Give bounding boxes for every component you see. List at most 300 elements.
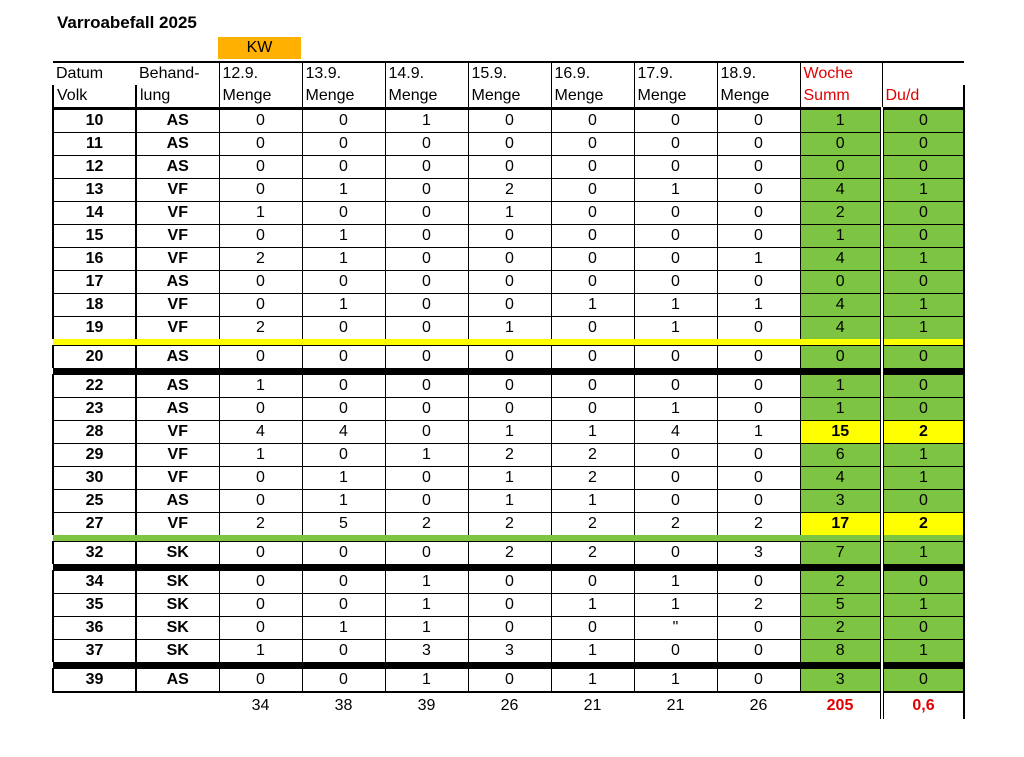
daily-avg-cell: 0 bbox=[882, 490, 964, 513]
treatment-cell: VF bbox=[136, 179, 219, 202]
count-cell: 0 bbox=[717, 317, 800, 340]
count-cell: 0 bbox=[634, 202, 717, 225]
treatment-cell: VF bbox=[136, 225, 219, 248]
count-cell: 0 bbox=[717, 640, 800, 663]
count-cell: 1 bbox=[385, 617, 468, 640]
daily-avg-cell: 0 bbox=[882, 156, 964, 179]
count-cell: 0 bbox=[302, 317, 385, 340]
count-cell: 0 bbox=[219, 109, 302, 133]
count-cell: 2 bbox=[551, 542, 634, 565]
volk-cell: 14 bbox=[53, 202, 136, 225]
week-sum-cell: 3 bbox=[800, 669, 882, 693]
table-row bbox=[53, 513, 964, 536]
week-sum-cell: 1 bbox=[800, 398, 882, 421]
week-sum-cell: 1 bbox=[800, 109, 882, 133]
count-cell: 0 bbox=[634, 225, 717, 248]
count-cell: 0 bbox=[385, 202, 468, 225]
count-cell: 2 bbox=[219, 248, 302, 271]
count-cell: 1 bbox=[717, 248, 800, 271]
daily-avg-cell: 0 bbox=[882, 669, 964, 693]
count-cell: 0 bbox=[634, 542, 717, 565]
total-cell: 26 bbox=[717, 692, 800, 719]
header-menge: Menge bbox=[468, 85, 551, 109]
treatment-cell: AS bbox=[136, 375, 219, 398]
count-cell: 0 bbox=[717, 467, 800, 490]
count-cell: 1 bbox=[551, 421, 634, 444]
count-cell: 1 bbox=[219, 375, 302, 398]
count-cell: 0 bbox=[551, 317, 634, 340]
count-cell: 1 bbox=[551, 640, 634, 663]
count-cell: 0 bbox=[302, 133, 385, 156]
count-cell: 0 bbox=[219, 156, 302, 179]
header-dud: Du/d bbox=[882, 85, 964, 109]
count-cell: 0 bbox=[468, 133, 551, 156]
count-cell: 0 bbox=[468, 346, 551, 369]
count-cell: 0 bbox=[551, 225, 634, 248]
count-cell: 1 bbox=[302, 490, 385, 513]
table-row bbox=[53, 542, 964, 565]
totals-empty bbox=[53, 692, 136, 719]
treatment-cell: AS bbox=[136, 398, 219, 421]
total-cell: 26 bbox=[468, 692, 551, 719]
week-sum-cell: 0 bbox=[800, 133, 882, 156]
count-cell: 1 bbox=[302, 617, 385, 640]
count-cell: 0 bbox=[717, 109, 800, 133]
header-menge: Menge bbox=[385, 85, 468, 109]
count-cell: 1 bbox=[634, 669, 717, 693]
count-cell: 2 bbox=[717, 594, 800, 617]
count-cell: 0 bbox=[468, 617, 551, 640]
week-sum-cell: 1 bbox=[800, 225, 882, 248]
volk-cell: 11 bbox=[53, 133, 136, 156]
treatment-cell: VF bbox=[136, 513, 219, 536]
count-cell: 2 bbox=[468, 542, 551, 565]
count-cell: 0 bbox=[717, 398, 800, 421]
table-row bbox=[53, 375, 964, 398]
volk-cell: 30 bbox=[53, 467, 136, 490]
count-cell: 0 bbox=[634, 109, 717, 133]
header-lung: lung bbox=[136, 85, 219, 109]
header-date: 16.9. bbox=[551, 62, 634, 85]
total-dud: 0,6 bbox=[882, 692, 964, 719]
week-sum-cell: 2 bbox=[800, 571, 882, 594]
header-menge: Menge bbox=[551, 85, 634, 109]
count-cell: 0 bbox=[551, 133, 634, 156]
count-cell: 1 bbox=[302, 225, 385, 248]
daily-avg-cell: 1 bbox=[882, 542, 964, 565]
count-cell: 0 bbox=[219, 542, 302, 565]
count-cell: 0 bbox=[219, 179, 302, 202]
treatment-cell: AS bbox=[136, 490, 219, 513]
daily-avg-cell: 0 bbox=[882, 346, 964, 369]
table-row bbox=[53, 271, 964, 294]
table-row bbox=[53, 109, 964, 133]
daily-avg-cell: 1 bbox=[882, 248, 964, 271]
volk-cell: 34 bbox=[53, 571, 136, 594]
table-row bbox=[53, 617, 964, 640]
count-cell: 1 bbox=[551, 594, 634, 617]
treatment-cell: VF bbox=[136, 444, 219, 467]
treatment-cell: SK bbox=[136, 640, 219, 663]
daily-avg-cell: 1 bbox=[882, 294, 964, 317]
treatment-cell: SK bbox=[136, 571, 219, 594]
daily-avg-cell: 0 bbox=[882, 398, 964, 421]
count-cell: 2 bbox=[551, 467, 634, 490]
count-cell: 0 bbox=[717, 346, 800, 369]
volk-cell: 15 bbox=[53, 225, 136, 248]
daily-avg-cell: 1 bbox=[882, 467, 964, 490]
count-cell: 0 bbox=[385, 375, 468, 398]
count-cell: 1 bbox=[551, 294, 634, 317]
week-sum-cell: 4 bbox=[800, 248, 882, 271]
treatment-cell: VF bbox=[136, 202, 219, 225]
header-row-labels bbox=[53, 85, 964, 109]
count-cell: 0 bbox=[468, 248, 551, 271]
header-menge: Menge bbox=[717, 85, 800, 109]
daily-avg-cell: 0 bbox=[882, 133, 964, 156]
count-cell: 1 bbox=[634, 594, 717, 617]
volk-cell: 37 bbox=[53, 640, 136, 663]
count-cell: 5 bbox=[302, 513, 385, 536]
count-cell: 0 bbox=[634, 444, 717, 467]
count-cell: 0 bbox=[717, 271, 800, 294]
table-row bbox=[53, 398, 964, 421]
count-cell: 4 bbox=[634, 421, 717, 444]
count-cell: 1 bbox=[468, 467, 551, 490]
count-cell: 0 bbox=[385, 421, 468, 444]
treatment-cell: SK bbox=[136, 542, 219, 565]
kw-label: KW bbox=[218, 37, 301, 59]
count-cell: 0 bbox=[468, 294, 551, 317]
volk-cell: 22 bbox=[53, 375, 136, 398]
week-sum-cell: 1 bbox=[800, 375, 882, 398]
count-cell: 1 bbox=[385, 109, 468, 133]
count-cell: 0 bbox=[468, 225, 551, 248]
week-sum-cell: 7 bbox=[800, 542, 882, 565]
treatment-cell: VF bbox=[136, 421, 219, 444]
week-sum-cell: 8 bbox=[800, 640, 882, 663]
daily-avg-cell: 0 bbox=[882, 109, 964, 133]
count-cell: 2 bbox=[551, 444, 634, 467]
volk-cell: 19 bbox=[53, 317, 136, 340]
count-cell: 0 bbox=[551, 375, 634, 398]
treatment-cell: VF bbox=[136, 467, 219, 490]
count-cell: 0 bbox=[219, 294, 302, 317]
header-menge: Menge bbox=[302, 85, 385, 109]
count-cell: 0 bbox=[219, 594, 302, 617]
count-cell: 0 bbox=[634, 133, 717, 156]
volk-cell: 18 bbox=[53, 294, 136, 317]
treatment-cell: AS bbox=[136, 271, 219, 294]
count-cell: 0 bbox=[302, 669, 385, 693]
header-date: 13.9. bbox=[302, 62, 385, 85]
total-cell: 21 bbox=[551, 692, 634, 719]
count-cell: 0 bbox=[385, 294, 468, 317]
daily-avg-cell: 1 bbox=[882, 444, 964, 467]
count-cell: 4 bbox=[219, 421, 302, 444]
volk-cell: 35 bbox=[53, 594, 136, 617]
count-cell: 0 bbox=[385, 248, 468, 271]
count-cell: 0 bbox=[219, 490, 302, 513]
count-cell: 0 bbox=[551, 179, 634, 202]
table-row bbox=[53, 640, 964, 663]
table-row bbox=[53, 294, 964, 317]
week-sum-cell: 15 bbox=[800, 421, 882, 444]
daily-avg-cell: 0 bbox=[882, 617, 964, 640]
count-cell: 1 bbox=[468, 202, 551, 225]
count-cell: 1 bbox=[551, 490, 634, 513]
total-cell: 39 bbox=[385, 692, 468, 719]
count-cell: 0 bbox=[302, 109, 385, 133]
week-sum-cell: 4 bbox=[800, 294, 882, 317]
count-cell: 1 bbox=[219, 640, 302, 663]
count-cell: 0 bbox=[302, 346, 385, 369]
count-cell: 1 bbox=[468, 490, 551, 513]
count-cell: 3 bbox=[468, 640, 551, 663]
count-cell: 1 bbox=[634, 317, 717, 340]
header-row-dates bbox=[53, 62, 964, 85]
totals-row bbox=[53, 692, 964, 719]
table-row bbox=[53, 225, 964, 248]
count-cell: 0 bbox=[551, 571, 634, 594]
count-cell: 0 bbox=[219, 669, 302, 693]
count-cell: 0 bbox=[551, 346, 634, 369]
count-cell: 0 bbox=[468, 669, 551, 693]
count-cell: 1 bbox=[385, 444, 468, 467]
week-sum-cell: 3 bbox=[800, 490, 882, 513]
total-cell: 38 bbox=[302, 692, 385, 719]
count-cell: 1 bbox=[219, 202, 302, 225]
count-cell: 0 bbox=[717, 375, 800, 398]
count-cell: 1 bbox=[385, 669, 468, 693]
table-row bbox=[53, 594, 964, 617]
week-sum-cell: 6 bbox=[800, 444, 882, 467]
daily-avg-cell: 0 bbox=[882, 571, 964, 594]
count-cell: 0 bbox=[634, 156, 717, 179]
count-cell: 1 bbox=[302, 179, 385, 202]
count-cell: 0 bbox=[551, 202, 634, 225]
week-sum-cell: 2 bbox=[800, 617, 882, 640]
count-cell: 0 bbox=[551, 398, 634, 421]
treatment-cell: VF bbox=[136, 248, 219, 271]
table-row bbox=[53, 421, 964, 444]
count-cell: 0 bbox=[717, 571, 800, 594]
count-cell: 3 bbox=[717, 542, 800, 565]
count-cell: 0 bbox=[385, 542, 468, 565]
total-cell: 21 bbox=[634, 692, 717, 719]
count-cell: 2 bbox=[219, 317, 302, 340]
table-row bbox=[53, 444, 964, 467]
count-cell: 0 bbox=[717, 156, 800, 179]
daily-avg-cell: 2 bbox=[882, 421, 964, 444]
header-date: 15.9. bbox=[468, 62, 551, 85]
treatment-cell: SK bbox=[136, 617, 219, 640]
count-cell: 0 bbox=[385, 346, 468, 369]
header-date: 18.9. bbox=[717, 62, 800, 85]
header-behand: Behand- bbox=[136, 62, 219, 85]
count-cell: 0 bbox=[219, 398, 302, 421]
count-cell: 0 bbox=[219, 617, 302, 640]
count-cell: 0 bbox=[717, 669, 800, 693]
table-row bbox=[53, 346, 964, 369]
table-row bbox=[53, 179, 964, 202]
daily-avg-cell: 1 bbox=[882, 317, 964, 340]
count-cell: 4 bbox=[302, 421, 385, 444]
treatment-cell: VF bbox=[136, 317, 219, 340]
count-cell: 0 bbox=[302, 640, 385, 663]
count-cell: 1 bbox=[717, 294, 800, 317]
totals-empty bbox=[136, 692, 219, 719]
volk-cell: 16 bbox=[53, 248, 136, 271]
count-cell: 0 bbox=[634, 248, 717, 271]
count-cell: 1 bbox=[551, 669, 634, 693]
table-row bbox=[53, 571, 964, 594]
count-cell: 1 bbox=[717, 421, 800, 444]
count-cell: 0 bbox=[385, 225, 468, 248]
count-cell: 2 bbox=[468, 444, 551, 467]
table-row bbox=[53, 202, 964, 225]
count-cell: 1 bbox=[302, 248, 385, 271]
total-cell: 34 bbox=[219, 692, 302, 719]
header-empty bbox=[882, 62, 964, 85]
count-cell: 0 bbox=[717, 617, 800, 640]
count-cell: 2 bbox=[385, 513, 468, 536]
count-cell: 0 bbox=[717, 444, 800, 467]
volk-cell: 36 bbox=[53, 617, 136, 640]
count-cell: 0 bbox=[302, 271, 385, 294]
count-cell: 0 bbox=[219, 133, 302, 156]
daily-avg-cell: 2 bbox=[882, 513, 964, 536]
count-cell: 0 bbox=[468, 109, 551, 133]
header-volk: Volk bbox=[53, 85, 136, 109]
volk-cell: 17 bbox=[53, 271, 136, 294]
count-cell: 0 bbox=[385, 467, 468, 490]
count-cell: 0 bbox=[302, 542, 385, 565]
table-row bbox=[53, 467, 964, 490]
count-cell: 1 bbox=[634, 398, 717, 421]
volk-cell: 28 bbox=[53, 421, 136, 444]
count-cell: 1 bbox=[634, 571, 717, 594]
header-date: 14.9. bbox=[385, 62, 468, 85]
count-cell: 2 bbox=[219, 513, 302, 536]
volk-cell: 12 bbox=[53, 156, 136, 179]
volk-cell: 20 bbox=[53, 346, 136, 369]
count-cell: 1 bbox=[468, 317, 551, 340]
count-cell: 0 bbox=[302, 398, 385, 421]
count-cell: 0 bbox=[468, 594, 551, 617]
count-cell: 0 bbox=[219, 225, 302, 248]
count-cell: 1 bbox=[219, 444, 302, 467]
count-cell: 0 bbox=[302, 594, 385, 617]
daily-avg-cell: 0 bbox=[882, 375, 964, 398]
volk-cell: 32 bbox=[53, 542, 136, 565]
treatment-cell: AS bbox=[136, 156, 219, 179]
count-cell: 0 bbox=[468, 271, 551, 294]
header-woche: Woche bbox=[800, 62, 882, 85]
count-cell: 0 bbox=[302, 202, 385, 225]
count-cell: 1 bbox=[634, 294, 717, 317]
count-cell: 0 bbox=[717, 202, 800, 225]
count-cell: 0 bbox=[551, 156, 634, 179]
count-cell: 0 bbox=[385, 490, 468, 513]
count-cell: 0 bbox=[634, 467, 717, 490]
count-cell: 0 bbox=[385, 398, 468, 421]
treatment-cell: AS bbox=[136, 346, 219, 369]
week-sum-cell: 2 bbox=[800, 202, 882, 225]
count-cell: 0 bbox=[468, 398, 551, 421]
count-cell: 0 bbox=[634, 490, 717, 513]
volk-cell: 39 bbox=[53, 669, 136, 693]
count-cell: 1 bbox=[302, 467, 385, 490]
volk-cell: 25 bbox=[53, 490, 136, 513]
count-cell: 0 bbox=[551, 271, 634, 294]
count-cell: 0 bbox=[468, 375, 551, 398]
count-cell: 0 bbox=[302, 571, 385, 594]
treatment-cell: AS bbox=[136, 109, 219, 133]
count-cell: 0 bbox=[385, 317, 468, 340]
table-row bbox=[53, 490, 964, 513]
daily-avg-cell: 0 bbox=[882, 225, 964, 248]
week-sum-cell: 0 bbox=[800, 156, 882, 179]
daily-avg-cell: 1 bbox=[882, 179, 964, 202]
header-datum: Datum bbox=[53, 62, 136, 85]
count-cell: 2 bbox=[717, 513, 800, 536]
week-sum-cell: 4 bbox=[800, 179, 882, 202]
count-cell: 2 bbox=[551, 513, 634, 536]
volk-cell: 13 bbox=[53, 179, 136, 202]
count-cell: 0 bbox=[385, 179, 468, 202]
table-row bbox=[53, 156, 964, 179]
count-cell: 0 bbox=[219, 271, 302, 294]
varroa-table bbox=[52, 61, 965, 719]
table-row bbox=[53, 317, 964, 340]
count-cell: 0 bbox=[385, 156, 468, 179]
count-cell: 1 bbox=[385, 594, 468, 617]
count-cell: 0 bbox=[385, 133, 468, 156]
count-cell: 0 bbox=[219, 346, 302, 369]
count-cell: 1 bbox=[468, 421, 551, 444]
count-cell: 0 bbox=[634, 640, 717, 663]
table-row bbox=[53, 248, 964, 271]
count-cell: 0 bbox=[302, 375, 385, 398]
week-sum-cell: 5 bbox=[800, 594, 882, 617]
header-menge: Menge bbox=[219, 85, 302, 109]
week-sum-cell: 4 bbox=[800, 467, 882, 490]
treatment-cell: VF bbox=[136, 294, 219, 317]
page-title: Varroabefall 2025 bbox=[57, 13, 197, 32]
daily-avg-cell: 0 bbox=[882, 202, 964, 225]
count-cell: 0 bbox=[219, 571, 302, 594]
treatment-cell: SK bbox=[136, 594, 219, 617]
header-date: 17.9. bbox=[634, 62, 717, 85]
count-cell: 0 bbox=[634, 375, 717, 398]
header-date: 12.9. bbox=[219, 62, 302, 85]
week-sum-cell: 0 bbox=[800, 271, 882, 294]
count-cell: 1 bbox=[302, 294, 385, 317]
treatment-cell: AS bbox=[136, 133, 219, 156]
count-cell: 0 bbox=[634, 271, 717, 294]
count-cell: 0 bbox=[551, 109, 634, 133]
daily-avg-cell: 0 bbox=[882, 271, 964, 294]
count-cell: 0 bbox=[551, 248, 634, 271]
daily-avg-cell: 1 bbox=[882, 594, 964, 617]
count-cell: 0 bbox=[717, 133, 800, 156]
week-sum-cell: 17 bbox=[800, 513, 882, 536]
count-cell: 2 bbox=[468, 179, 551, 202]
count-cell: 2 bbox=[468, 513, 551, 536]
volk-cell: 29 bbox=[53, 444, 136, 467]
count-cell: 2 bbox=[634, 513, 717, 536]
